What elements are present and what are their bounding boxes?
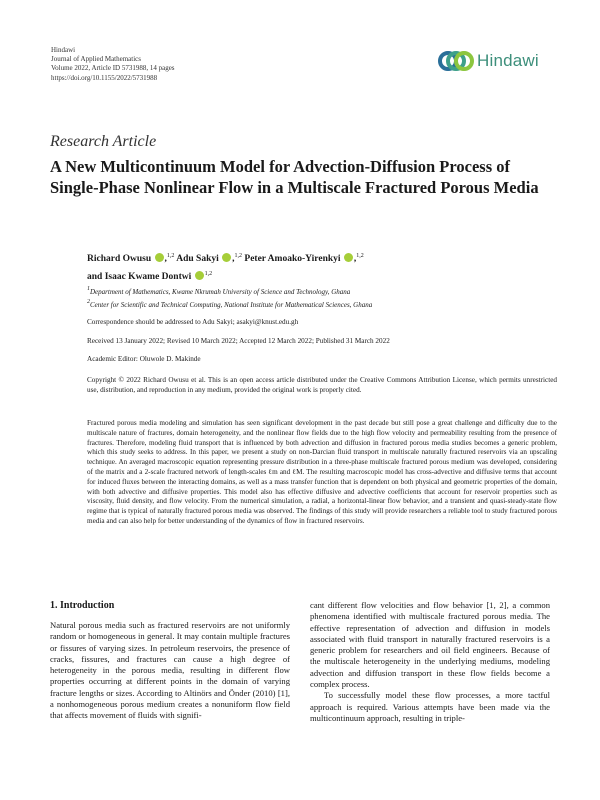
correspondence: Correspondence should be addressed to Adu Sakyi; asakyi@knust.edu.gh [87, 318, 299, 326]
publisher: Hindawi [51, 46, 76, 54]
affiliations [87, 285, 372, 310]
author-sup: 1,2 [204, 271, 213, 277]
article-title: A New Multicontinuum Model for Advection-Diffusion Process of Single-Phase Nonlinear Flow in a Multiscale Fractured Porous Media [50, 157, 539, 197]
copyright: Copyright © 2022 Richard Owusu et al. This is an open access article distributed under the Creative Commons Attribution License, which permits unrestricted use, distribution, and reproduction in any medium, provided the original work is properly cited. [87, 376, 557, 394]
hindawi-logo [437, 47, 555, 75]
author-name: Adu Sakyi [176, 254, 219, 264]
journal-name: Journal of Applied Mathematics [51, 55, 142, 64]
section-heading: 1. Introduction [50, 600, 115, 611]
orcid-icon[interactable] [344, 253, 353, 262]
author-name: Richard Owusu [87, 254, 152, 264]
orcid-icon[interactable] [222, 253, 231, 262]
column-right [310, 600, 550, 724]
volume-info: Volume 2022, Article ID 5731988, 14 pages [51, 64, 175, 73]
author-name: Peter Amoako-Yirenkyi [244, 254, 341, 264]
column-left [50, 620, 290, 722]
orcid-icon[interactable] [195, 271, 204, 280]
author-name: and Isaac Kwame Dontwi [87, 272, 192, 282]
author-sup: 1,2 [234, 253, 243, 259]
hindawi-logo-icon [437, 47, 475, 75]
paragraph: To successfully model these flow processes, a more tactful approach is required. Various attempts have been made via the multicontinuum approach, resulting in triple- [310, 690, 550, 723]
article-type: Research Article [50, 133, 157, 150]
logo-text: Hindawi [477, 51, 539, 70]
academic-editor: Academic Editor: Oluwole D. Makinde [87, 355, 201, 363]
paragraph: cant different flow velocities and flow behavior [1, 2], a common phenomena identified with multiscale fractured porous media. The effective representation of advection and diffusion in models associated with fluid transport in naturally fractured reservoirs is a generic problem for researchers and oil field engineers. Because of the multiscale heterogeneity in the underlying mediums, modeling advection and diffusion transport in these flow fields become a complex process. [310, 600, 550, 690]
author-sup: 1,2 [356, 253, 364, 259]
affiliation: $^1$Department of Mathematics, Kwame Nkrumah University of Science and Technology, Ghana [87, 286, 351, 296]
dates: Received 13 January 2022; Revised 10 March 2022; Accepted 12 March 2022; Published 31 March 2022 [87, 337, 390, 345]
affiliation: $^2$Center for Scientific and Technical Computing, National Institute for Mathematical Sciences, Ghana [87, 298, 373, 309]
orcid-icon[interactable] [155, 253, 164, 262]
author-sup: 1,2 [166, 253, 175, 259]
abstract: Fractured porous media modeling and simulation has seen significant development in the past decade but still pose a great challenge and difficulty due to the multiscale nature of fractures, domain heterogeneity, and the nonlinear flow fields due to the high flow velocity and permeability resulting from the presence of fractures. Therefore, modeling fluid transport that is influenced by both advection and diffusion in fractured porous media studies becomes a generic problem, which this study seeks to address. In this paper, we present a study on non-Darcian fluid transport in multiscale naturally fractured reservoirs via an upscaling technique. An averaged macroscopic equation representing pressure distribution in a three-phase multiscale fractured porous medium was developed, considering of the matrix and a 2-scale fractured network of length-scales ℓm and ℓM. The resulting macroscopic model has cross-advective and diffusive terms that account for induced fluxes between the interacting domains, as well as a mass transfer function that is dependent on both physical and geometric properties of the domain, with both advective and diffusive properties. This model also has effective diffusive and advective coefficients that account for reservoir properties such as viscosity, fluid density, and flow velocity. From the numerical simulation, a radial, a horizontal-linear flow behavior, and a transient and quasi-steady-state flow regime that is typical of naturally fractured porous media was observed. The findings of this study will provide researchers a reliable tool to study fractured porous media and can also help for better understanding of the dynamics of flow in fractured reservoirs. [87, 419, 557, 525]
paragraph: Natural porous media such as fractured reservoirs are not uniformly random or homogeneous in general. It may contain multiple fractures or fissures of varying sizes. In petroleum reservoirs, the presence of cracks, fissures, and fractures can cause a high degree of heterogeneity in the porous media, resulting in different flow properties occurring at different points in the domain of varying fracture lengths or sizes. According to Altinörs and Önder (2010) [1], a nonhomogeneous porous medium creates a nonuniform flow field that affects movement of fluids with signifi- [50, 620, 290, 721]
journal-meta [51, 46, 175, 83]
doi-link[interactable]: https://doi.org/10.1155/2022/5731988 [51, 73, 158, 82]
author-list: Richard Owusu ,$^{1,2}$ Adu Sakyi ,$^{1,2}$ Peter Amoako-Yirenkyi ,$^{1,2}$ and Isaac Kwame Dontwi $^{1,2}$ [87, 253, 364, 282]
